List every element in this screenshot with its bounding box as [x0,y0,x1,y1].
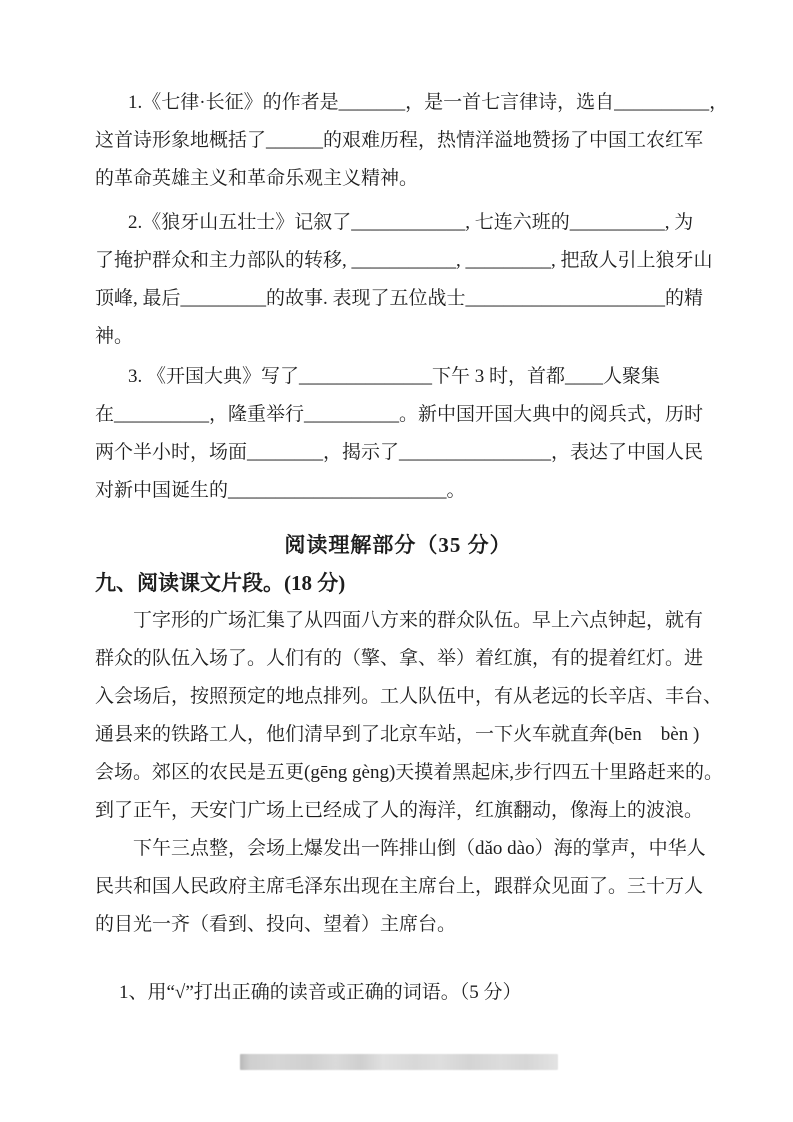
q2-line: 了掩护群众和主力部队的转移, ___________, _________, 把敌人引上狼牙山 [95,250,713,271]
question-2 [95,204,713,356]
q2-line: 神。 [95,326,134,347]
passage-line: 群众的队伍入场了。人们有的（擎、拿、举）着红旗，有的提着红灯。进 [95,648,704,669]
q1-line: 的革命英雄主义和革命乐观主义精神。 [95,168,419,189]
passage-line: 入会场后，按照预定的地点排列。工人队伍中，有从老远的长辛店、丰台、 [95,686,723,707]
question-1 [95,84,729,198]
question-3 [95,358,704,510]
passage-paragraph-1 [95,602,724,830]
section-title: 阅读理解部分（35 分） [284,533,512,557]
passage-paragraph-2 [95,830,706,944]
q3-line: 3. 《开国大典》写了______________下午 3 时，首都____人聚集 [128,366,661,387]
q2-line: 顶峰, 最后_________的故事. 表现了五位战士_____________________的精 [95,288,704,309]
q1-line: 这首诗形象地概括了______的艰难历程，热情洋溢地赞扬了中国工农红军 [95,130,704,151]
passage-line: 下午三点整，会场上爆发出一阵排山倒（dǎo dào）海的掌声，中华人 [133,838,706,859]
passage-line: 丁字形的广场汇集了从四面八方来的群众队伍。早上六点钟起，就有 [133,610,704,631]
q2-line: 2.《狼牙山五壮士》记叙了____________, 七连六班的__________, 为 [128,212,694,233]
q3-line: 两个半小时，场面________，揭示了________________，表达了中国人民 [95,442,704,463]
passage-line: 会场。郊区的农民是五更(gēng gèng)天摸着黑起床,步行四五十里路赶来的。 [95,762,724,783]
q1-line: 1.《七律·长征》的作者是_______，是一首七言律诗，选自__________， [128,92,729,113]
passage-line: 的目光一齐（看到、投向、望着）主席台。 [95,914,457,935]
sub-question-1: 1、用“√”打出正确的读音或正确的词语。（5 分） [119,982,522,1003]
passage-line: 到了正午，天安门广场上已经成了人的海洋，红旗翻动，像海上的波浪。 [95,800,704,821]
q3-line: 对新中国诞生的_______________________。 [95,480,466,501]
passage-line: 通县来的铁路工人，他们清早到了北京车站，一下火车就直奔(bēn bèn ) [95,724,700,745]
passage-line: 民共和国人民政府主席毛泽东出现在主席台上，跟群众见面了。三十万人 [95,876,704,897]
q3-line: 在__________，隆重举行__________。新中国开国大典中的阅兵式，历时 [95,404,704,425]
redacted-watermark [240,1054,558,1070]
exercise-title: 九、阅读课文片段。(18 分) [95,571,346,595]
